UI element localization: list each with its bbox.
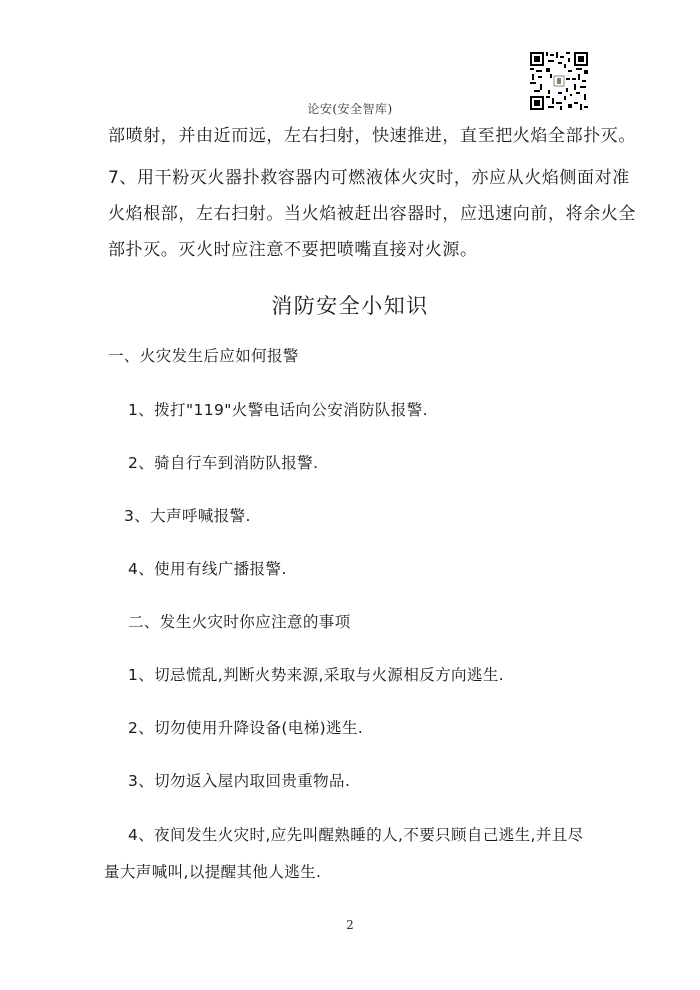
list-item: 2、骑自行车到消防队报警. xyxy=(128,454,319,472)
paragraph-line: 7、用干粉灭火器扑救容器内可燃液体火灾时，亦应从火焰侧面对准 xyxy=(108,168,630,188)
paragraph-line: 部扑灭。灭火时应注意不要把喷嘴直接对火源。 xyxy=(108,240,478,260)
page-number: 2 xyxy=(346,918,354,932)
page-header: 论安(安全智库) xyxy=(307,102,393,116)
list-item: 4、使用有线广播报警. xyxy=(128,560,287,578)
list-item-continuation: 量大声喊叫,以提醒其他人逃生. xyxy=(104,863,322,881)
paragraph-line: 火焰根部，左右扫射。当火焰被赶出容器时，应迅速向前，将余火全 xyxy=(108,204,636,224)
list-item: 3、大声呼喊报警. xyxy=(124,507,251,525)
list-item: 1、拨打"119"火警电话向公安消防队报警. xyxy=(128,401,428,419)
section-title: 消防安全小知识 xyxy=(271,294,429,318)
section-heading: 二、发生火灾时你应注意的事项 xyxy=(128,613,351,631)
list-item: 2、切勿使用升降设备(电梯)逃生. xyxy=(128,719,364,737)
list-item: 3、切勿返入屋内取回贵重物品. xyxy=(128,772,351,790)
paragraph-line: 部喷射，并由近而远，左右扫射，快速推进，直至把火焰全部扑灭。 xyxy=(108,126,636,146)
list-item: 1、切忌慌乱,判断火势来源,采取与火源相反方向逃生. xyxy=(128,666,505,684)
list-item: 4、夜间发生火灾时,应先叫醒熟睡的人,不要只顾自己逃生,并且尽 xyxy=(128,826,584,844)
section-heading: 一、火灾发生后应如何报警 xyxy=(108,347,299,365)
